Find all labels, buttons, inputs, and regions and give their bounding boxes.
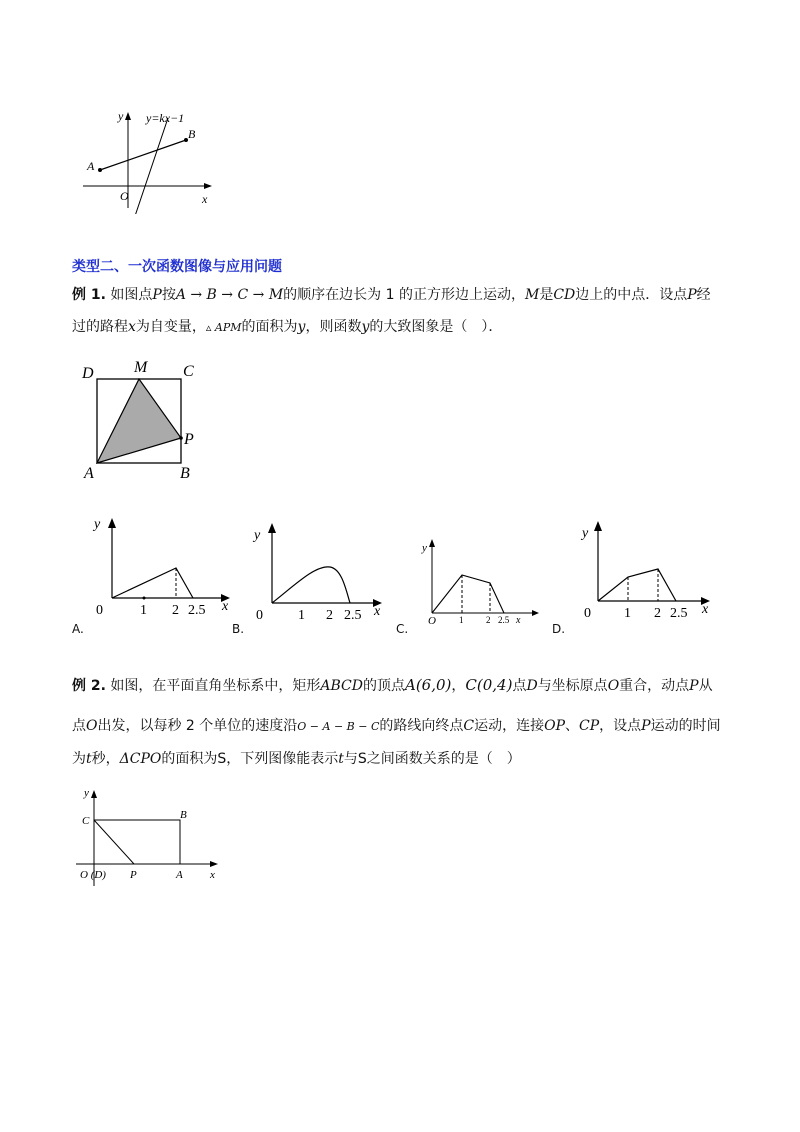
- svg-text:A: A: [176, 869, 183, 881]
- fig-top-origin-label: O: [120, 189, 129, 203]
- fig-top-line-label: y=kx−1: [146, 111, 185, 125]
- square-label-p: P: [184, 431, 194, 448]
- svg-text:y: y: [94, 517, 101, 532]
- option-c-label: C.: [396, 622, 409, 636]
- section-heading: 类型二、一次函数图像与应用问题: [72, 259, 282, 275]
- svg-text:2: 2: [486, 615, 491, 625]
- fig-top-b-label: B: [188, 127, 196, 141]
- svg-text:1: 1: [298, 608, 305, 623]
- svg-text:2.5: 2.5: [344, 608, 362, 623]
- svg-text:x: x: [702, 602, 709, 617]
- svg-text:1: 1: [140, 603, 147, 618]
- svg-text:x: x: [374, 604, 381, 619]
- ex2-line2: 点O出发，以每秒 2 个单位的速度沿O − A − B − C的路线向终点C运动，连接OP、CP，设点P运动的时间: [72, 718, 721, 734]
- square-label-b: B: [180, 465, 190, 482]
- svg-text:C: C: [82, 815, 90, 827]
- svg-text:2: 2: [326, 608, 333, 623]
- svg-text:y: y: [254, 528, 261, 543]
- option-b-label: B.: [232, 622, 245, 636]
- svg-text:y: y: [84, 787, 89, 799]
- square-label-d: D: [82, 365, 94, 382]
- svg-text:0: 0: [584, 606, 591, 621]
- svg-text:2.5: 2.5: [670, 606, 688, 621]
- option-c-graph: [418, 535, 548, 625]
- square-label-a: A: [84, 465, 94, 482]
- option-b-graph: [250, 515, 390, 625]
- svg-text:0: 0: [96, 603, 103, 618]
- fig-line-graph: [78, 104, 218, 214]
- svg-text:O: O: [428, 615, 436, 625]
- square-figure: [78, 354, 208, 484]
- svg-text:1: 1: [459, 615, 464, 625]
- square-label-m: M: [134, 359, 148, 376]
- svg-text:O (D): O (D): [80, 869, 106, 881]
- ex1-line2: 过的路程x为自变量，▵ APM的面积为y，则函数y的大致图象是（ ）．: [72, 319, 503, 335]
- svg-text:2.5: 2.5: [498, 615, 510, 625]
- ex1-label: 例 1.: [72, 287, 106, 303]
- option-a-graph: [88, 510, 238, 620]
- fig-top-y-label: y: [118, 109, 124, 123]
- ex1-line1: 例 1. 如图点P按A → B → C → M的顺序在边长为 1 的正方形边上运动，M是CD边上的中点．设点P经: [72, 287, 711, 303]
- ex2-line1: 例 2. 如图，在平面直角坐标系中，矩形ABCD的顶点A(6,0)，C(0,4)点D与坐标原点O重合，动点P从: [72, 676, 713, 694]
- svg-text:y: y: [582, 526, 589, 541]
- rect-figure: [72, 784, 232, 894]
- svg-text:x: x: [222, 599, 229, 614]
- svg-text:x: x: [516, 615, 521, 625]
- svg-text:0: 0: [256, 608, 263, 623]
- fig-top-a-label: A: [87, 159, 95, 173]
- ex2-line3: 为t秒，ΔCPO的面积为S，下列图像能表示t与S之间函数关系的是（ ）: [72, 751, 521, 767]
- option-d-graph: [580, 515, 720, 625]
- svg-text:B: B: [180, 809, 187, 821]
- option-a-label: A.: [72, 622, 84, 636]
- svg-text:x: x: [210, 869, 215, 881]
- svg-text:2.5: 2.5: [188, 603, 206, 618]
- svg-text:P: P: [130, 869, 137, 881]
- option-d-label: D.: [552, 622, 566, 636]
- svg-text:1: 1: [624, 606, 631, 621]
- square-label-c: C: [183, 363, 194, 380]
- svg-text:2: 2: [172, 603, 179, 618]
- ex2-label: 例 2.: [72, 678, 106, 694]
- svg-text:y: y: [422, 542, 427, 554]
- svg-text:2: 2: [654, 606, 661, 621]
- fig-top-x-label: x: [202, 192, 208, 206]
